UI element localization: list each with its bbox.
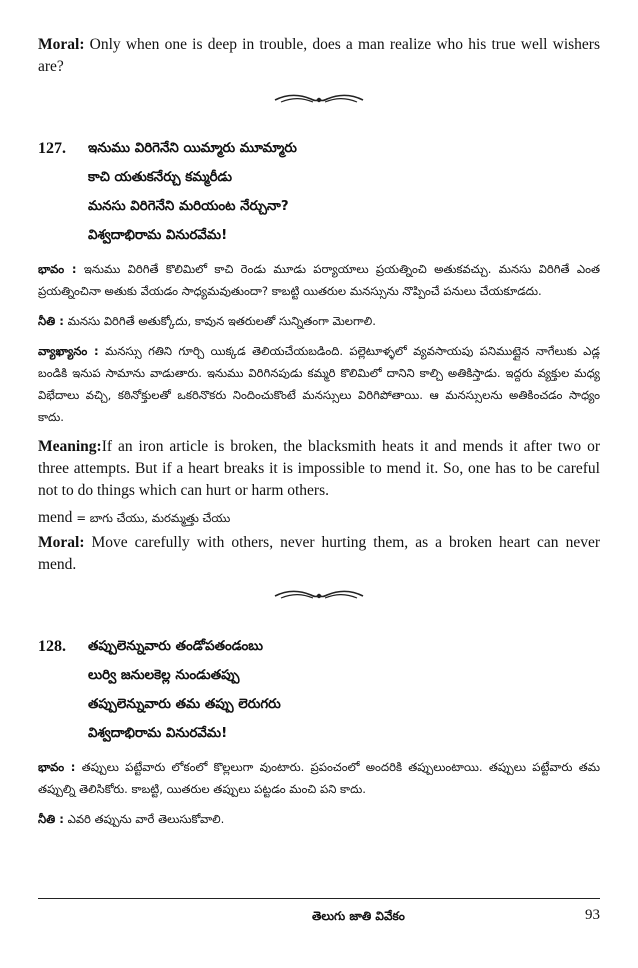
poem-number: 127. [38,140,66,157]
bhavam-label: భావం : [38,262,77,276]
meaning-paragraph [38,436,600,502]
verse-line: లుర్వి జనులకెల్ల నుండుతప్పు [88,668,240,683]
ornament-divider [38,582,600,608]
moral-label: Moral: [38,36,85,53]
moral-text: Only when one is deep in trouble, does a man realize who his true well wishers are? [38,36,600,75]
neeti-text: ఎవరి తప్పును వారే తెలుసుకోవాలి. [63,812,225,826]
vyakhyanam-text: మనస్సు గతిని గూర్చి యిక్కడ తెలియచేయబడింది. పల్లెటూళ్ళలో వ్యవసాయపు పనిముట్లైన నాగేలుకు ఎడ్ల బండికి ఇనుప సామాను వాడుతారు. ఇనుము విరిగినపుడు కమ్మరి కొలిమిలో దానిని కాల్చి అతికిస్తాడు. ఇద్దరు వ్యక్తుల మధ్య విభేదాలు వచ్చి, కఠినోక్తులతో ఒకరినొకరు నిందించుకొంటే మనస్సులు విరిగిపోతాయి. ఆ మనస్సులను అతికించడం సాధ్యం కాదు. [38,344,600,424]
neeti-label: నీతి : [38,812,64,826]
bhavam-paragraph [38,756,600,800]
ornament-divider [38,86,600,112]
poem-number: 128. [38,638,66,655]
book-title: తెలుగు జాతి వివేకం [312,909,405,923]
verse-line: విశ్వదాభిరామ వినురవేమ! [88,726,228,741]
bhavam-text: తప్పులు పట్టేవారు లోకంలో కొల్లలుగా వుంటారు. ప్రపంచంలో అందరికి తప్పులుంటాయి. తప్పులు పట్టేవారు తమ తప్పుల్ని తెలిసికోరు. కాబట్టి, యితరుల తప్పులు పట్టడం మంచి పని కాదు. [38,760,600,796]
meaning-label: Meaning: [38,438,102,455]
neeti-text: మనసు విరిగితే అతుక్కోదు, కావున ఇతరులతో సున్నితంగా మెలగాలి. [63,314,376,328]
page-number: 93 [585,907,600,923]
flourish-icon [273,92,365,106]
bhavam-label: భావం : [38,760,76,774]
poem-128 [38,632,600,748]
poem-verse [88,134,297,250]
vocab-line [38,507,600,529]
neeti-paragraph [38,808,600,830]
bhavam-text: ఇనుము విరిగితే కొలిమిలో కాచి రెండు మూడు పర్యాయాలు ప్రయత్నించి అతుకవచ్చు. మనసు విరిగితే ఎంత ప్రయత్నించినా అతుకు వేయడం సాధ్యమవుతుందా? కాబట్టి యితరుల మనస్సును నొప్పించే పనులు చేయకూడదు. [38,262,600,298]
poem-verse [88,632,281,748]
neeti-label: నీతి : [38,314,64,328]
vocab-word: mend [38,509,73,526]
moral-label: Moral: [38,534,85,551]
verse-line: కాచి యతుకనేర్చు కమ్మరీడు [88,170,233,185]
poem-127 [38,134,600,250]
moral-paragraph [38,532,600,576]
bhavam-paragraph [38,258,600,302]
previous-moral [38,34,600,78]
verse-line: తప్పులెన్నువారు తండోపతండంబు [88,639,263,654]
moral-text: Move carefully with others, never hurting them, as a broken heart can never mend. [38,534,600,573]
flourish-icon [273,588,365,602]
vyakhyanam-paragraph [38,340,600,428]
verse-line: విశ్వదాభిరామ వినురవేమ! [88,228,228,243]
meaning-text: If an iron article is broken, the blacksmith heats it and mends it after two or three attempts. But if a heart breaks it is impossible to mend it. So, one has to be careful not to do things which can hurt or harm others. [38,438,600,499]
verse-line: తప్పులెన్నువారు తమ తప్పు లెరుగరు [88,697,281,712]
vocab-definition: = బాగు చేయు, మరమ్మత్తు చేయు [76,511,231,525]
vyakhyanam-label: వ్యాఖ్యానం : [38,344,99,358]
verse-line: మనసు విరిగెనేని మరియంట నేర్చునా? [88,199,289,214]
page-body [38,34,600,830]
neeti-paragraph [38,310,600,332]
page-footer [38,898,600,923]
verse-line: ఇనుము విరిగెనేని యిమ్మారు మూమ్మారు [88,141,297,156]
